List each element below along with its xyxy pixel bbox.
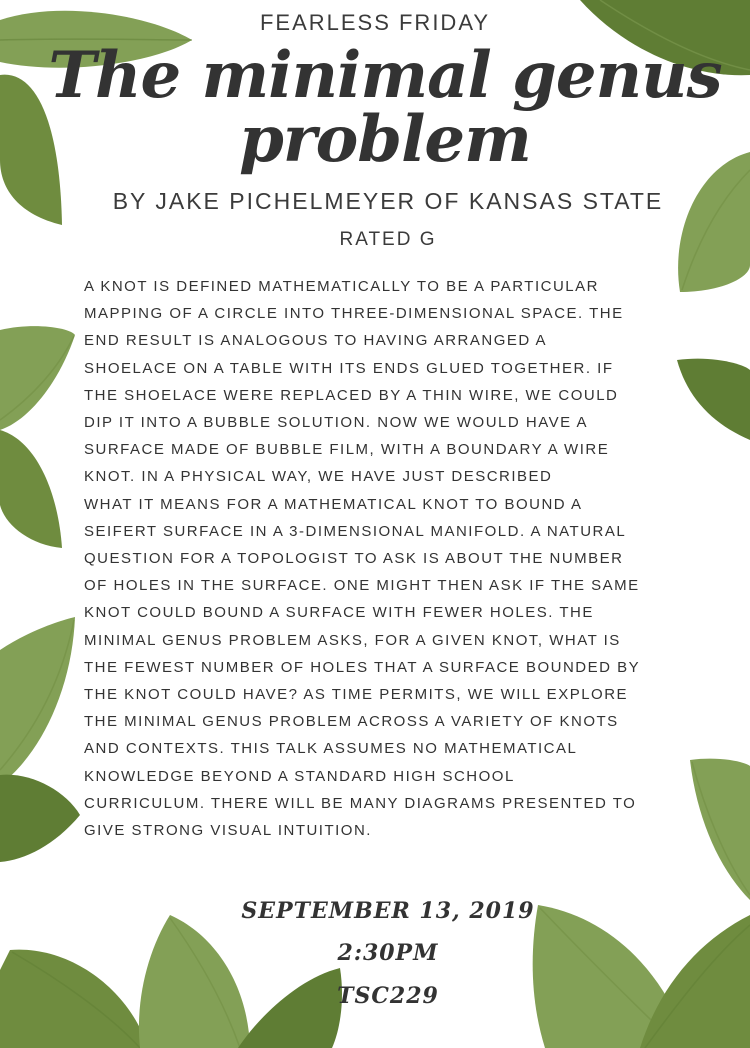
talk-title-line-1: The minimal genus	[48, 38, 722, 113]
talk-abstract: A KNOT IS DEFINED MATHEMATICALLY TO BE A PARTICULAR MAPPING OF A CIRCLE INTO THREE-DIMENSIONAL SPACE. THE END RESULT IS ANALOGOUS TO HAVING ARRANGED A SHOELACE ON A TABLE WITH ITS ENDS GLUED TOGETHER. IF THE SHOELACE WERE REPLACED BY A THIN WIRE, WE COULD DIP IT INTO A BUBBLE SOLUTION. NOW WE WOULD HAVE A SURFACE MADE OF BUBBLE FILM, WITH A BOUNDARY A WIRE KNOT. IN A PHYSICAL WAY, WE HAVE JUST DESCRIBED WHAT IT MEANS FOR A MATHEMATICAL KNOT TO BOUND A SEIFERT SURFACE IN A 3-DIMENSIONAL MANIFOLD. A NATURAL QUESTION FOR A TOPOLOGIST TO ASK IS ABOUT THE NUMBER OF HOLES IN THE SURFACE. ONE MIGHT THEN ASK IF THE SAME KNOT COULD BOUND A SURFACE WITH FEWER HOLES. THE MINIMAL GENUS PROBLEM ASKS, FOR A GIVEN KNOT, WHAT IS THE FEWEST NUMBER OF HOLES THAT A SURFACE BOUNDED BY THE KNOT COULD HAVE? AS TIME PERMITS, WE WILL EXPLORE THE MINIMAL GENUS PROBLEM ACROSS A VARIETY OF KNOTS AND CONTEXTS. THIS TALK ASSUMES NO MATHEMATICAL KNOWLEDGE BEYOND A STANDARD HIGH SCHOOL CURRICULUM. THERE WILL BE MANY DIAGRAMS PRESENTED TO GIVE STRONG VISUAL INTUITION.	[84, 278, 641, 840]
event-time: 2:30PM	[337, 940, 439, 966]
event-date: SEPTEMBER 13, 2019	[241, 898, 535, 924]
event-location: TSC229	[337, 983, 439, 1009]
series-name: FEARLESS FRIDAY	[259, 10, 491, 35]
talk-title-line-2: problem	[239, 102, 531, 177]
speaker-byline: BY JAKE PICHELMEYER OF KANSAS STATE	[112, 188, 664, 214]
rating-label: RATED G	[339, 229, 437, 250]
talk-title	[40, 38, 730, 177]
